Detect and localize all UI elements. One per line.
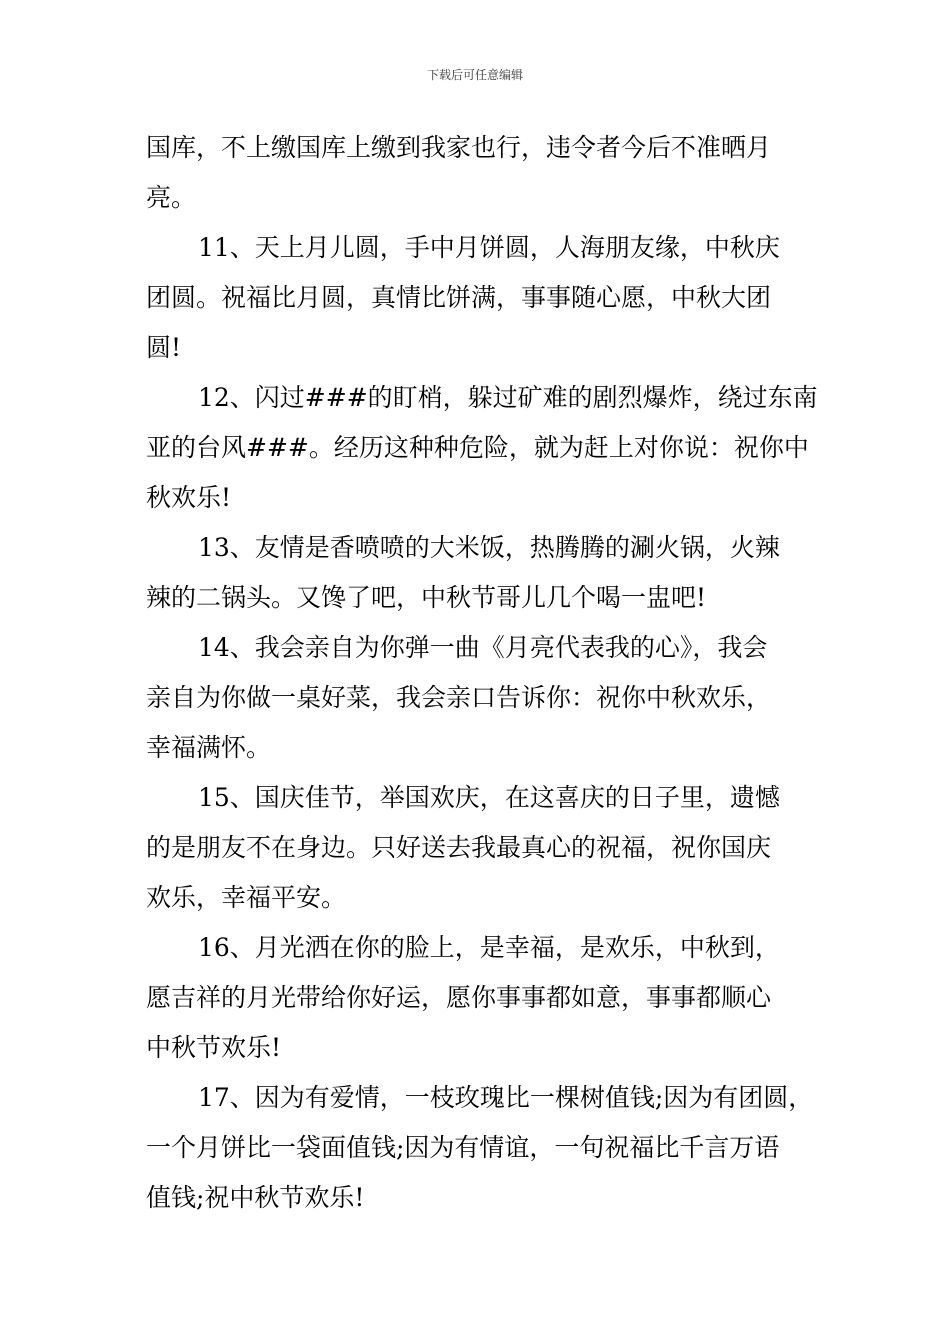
text-line: 亲自为你做一桌好菜，我会亲口告诉你：祝你中秋欢乐，	[146, 683, 772, 712]
text-line-item-11: 11、天上月儿圆，手中月饼圆，人海朋友缘，中秋庆	[198, 233, 780, 262]
text-line: 亚的台风###。经历这种种危险，就为赶上对你说：祝你中	[146, 433, 809, 462]
text-line: 亮。	[146, 183, 197, 212]
text-line-item-12: 12、闪过###的盯梢，躲过矿难的剧烈爆炸，绕过东南	[198, 383, 818, 412]
text-line: 的是朋友不在身边。只好送去我最真心的祝福，祝你国庆	[146, 833, 772, 862]
text-line: 国库，不上缴国库上缴到我家也行，违令者今后不准晒月	[146, 133, 772, 162]
text-line: 辣的二锅头。又馋了吧，中秋节哥儿几个喝一盅吧!	[146, 583, 707, 612]
text-line: 秋欢乐!	[146, 483, 232, 512]
text-line-item-13: 13、友情是香喷喷的大米饭，热腾腾的涮火锅，火辣	[198, 533, 780, 562]
text-line: 圆!	[146, 333, 182, 362]
text-line: 欢乐，幸福平安。	[146, 883, 347, 912]
text-line-item-15: 15、国庆佳节，举国欢庆，在这喜庆的日子里，遗憾	[198, 783, 780, 812]
text-line: 值钱;祝中秋节欢乐!	[146, 1183, 365, 1212]
text-line-item-14: 14、我会亲自为你弹一曲《月亮代表我的心》，我会	[198, 633, 768, 662]
text-line: 一个月饼比一袋面值钱;因为有情谊，一句祝福比千言万语	[146, 1133, 780, 1162]
text-line: 团圆。祝福比月圆，真情比饼满，事事随心愿，中秋大团	[146, 283, 772, 312]
text-line: 中秋节欢乐!	[146, 1033, 282, 1062]
text-line: 幸福满怀。	[146, 733, 272, 762]
text-line-item-16: 16、月光洒在你的脸上，是幸福，是欢乐，中秋到，	[198, 933, 780, 962]
text-line: 愿吉祥的月光带给你好运，愿你事事都如意，事事都顺心	[146, 983, 772, 1012]
text-line-item-17: 17、因为有爱情，一枝玫瑰比一棵树值钱;因为有团圆，	[198, 1083, 814, 1112]
page-header-note: 下载后可任意编辑	[426, 68, 523, 82]
